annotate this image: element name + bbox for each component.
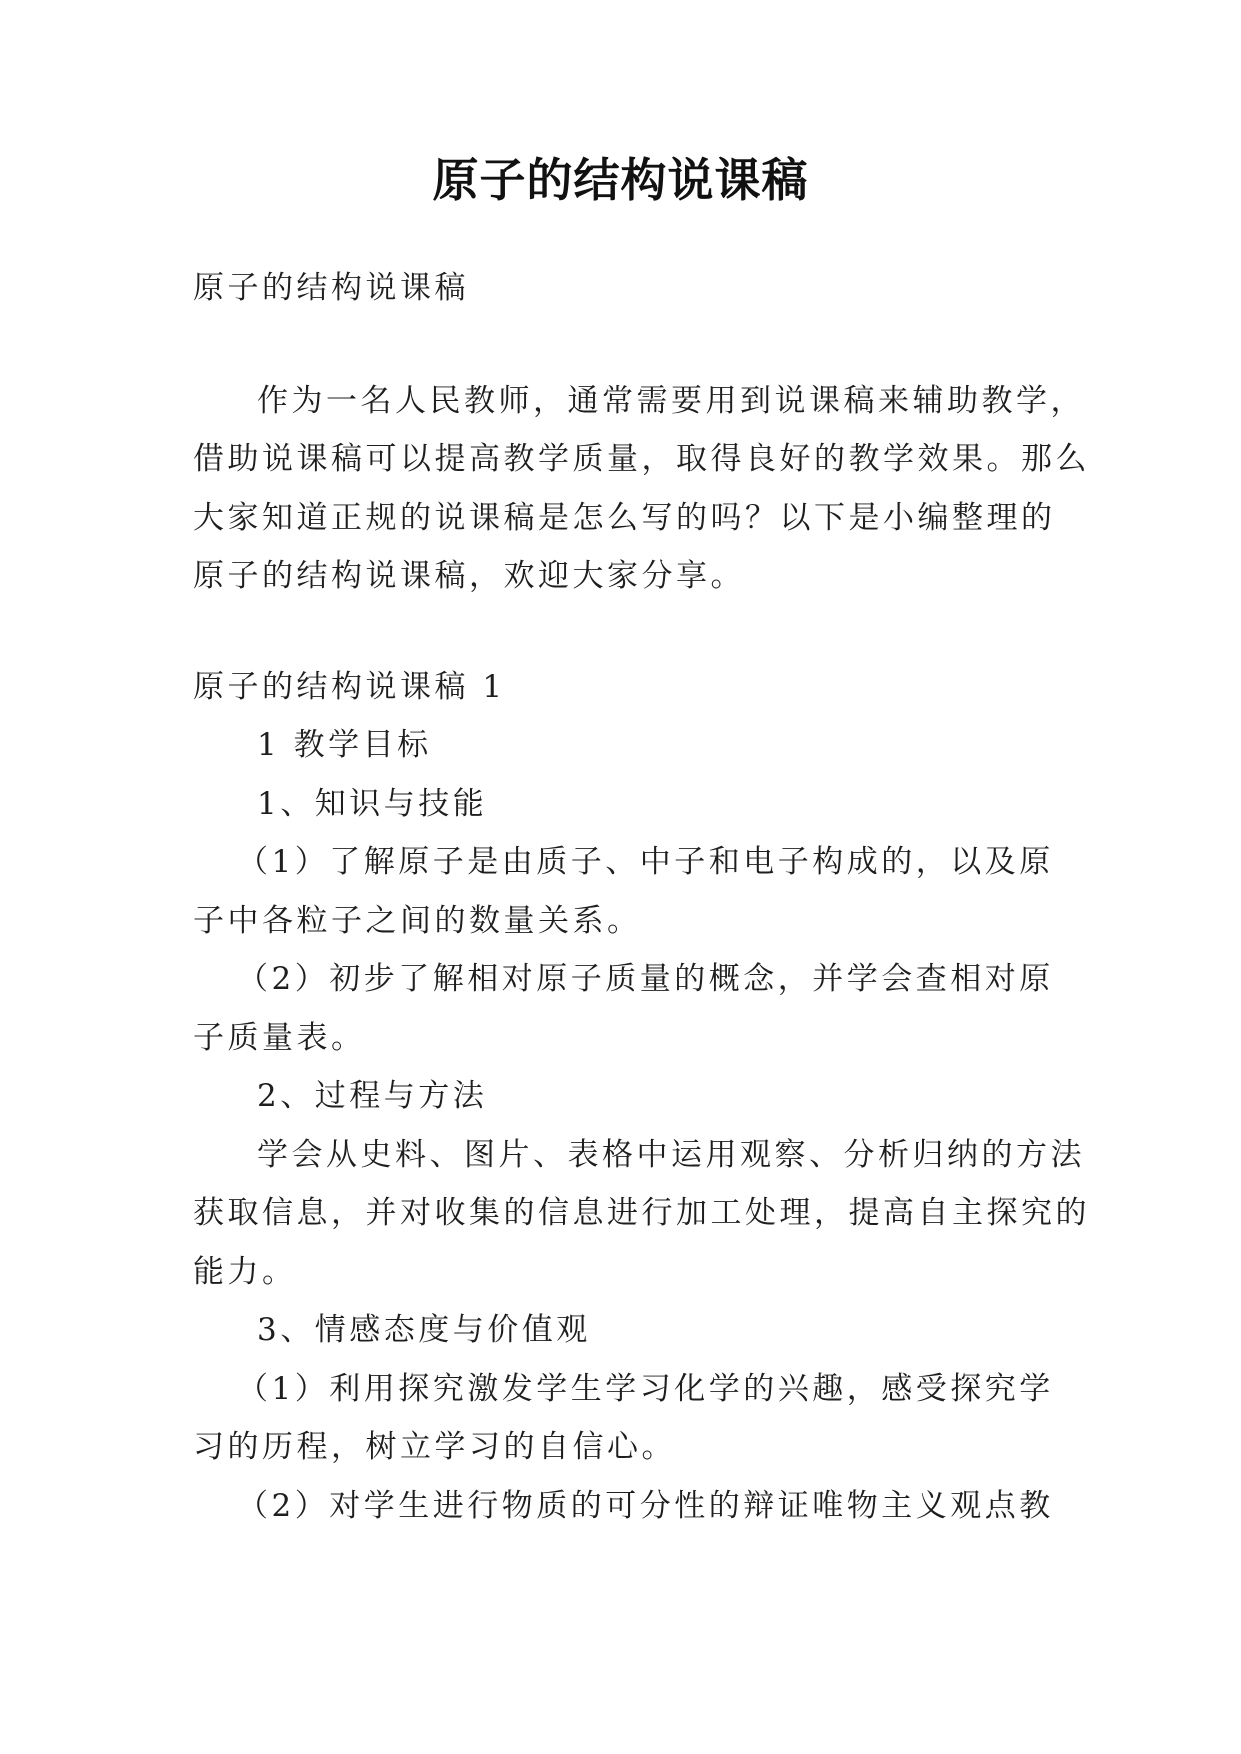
section-heading: 原子的结构说课稿 1	[193, 668, 506, 705]
section-body	[193, 716, 1090, 1535]
body-line: 2、过程与方法	[257, 1078, 488, 1114]
body-line: 子中各粒子之间的数量关系。	[193, 902, 642, 939]
document-body	[193, 270, 1090, 1535]
intro-line: 作为一名人民教师，通常需要用到说课稿来辅助教学，	[257, 382, 1085, 419]
intro-paragraph	[193, 372, 1090, 606]
body-line: （2）对学生进行物质的可分性的辩证唯物主义观点教	[237, 1487, 1054, 1524]
intro-line: 借助说课稿可以提高教学质量，取得良好的教学效果。那么	[193, 441, 1090, 477]
body-line: 学会从史料、图片、表格中运用观察、分析归纳的方法	[257, 1136, 1085, 1173]
body-line: 能力。	[193, 1253, 297, 1290]
body-line: 1、知识与技能	[257, 785, 488, 822]
body-line: （1）了解原子是由质子、中子和电子构成的，以及原	[237, 844, 1054, 880]
document-title: 原子的结构说课稿	[432, 153, 809, 207]
body-line: 子质量表。	[193, 1019, 366, 1056]
intro-line: 原子的结构说课稿，欢迎大家分享。	[193, 558, 745, 594]
body-line: 1 教学目标	[257, 727, 432, 763]
body-line: 习的历程，树立学习的自信心。	[193, 1429, 676, 1465]
intro-line: 大家知道正规的说课稿是怎么写的吗？以下是小编整理的	[193, 499, 1056, 536]
body-line: （2）初步了解相对原子质量的概念，并学会查相对原	[237, 961, 1054, 997]
body-line: 获取信息，并对收集的信息进行加工处理，提高自主探究的	[193, 1195, 1090, 1231]
body-line: （1）利用探究激发学生学习化学的兴趣，感受探究学	[237, 1370, 1054, 1407]
body-line: 3、情感态度与价值观	[257, 1312, 591, 1348]
document-subtitle: 原子的结构说课稿	[193, 270, 469, 306]
